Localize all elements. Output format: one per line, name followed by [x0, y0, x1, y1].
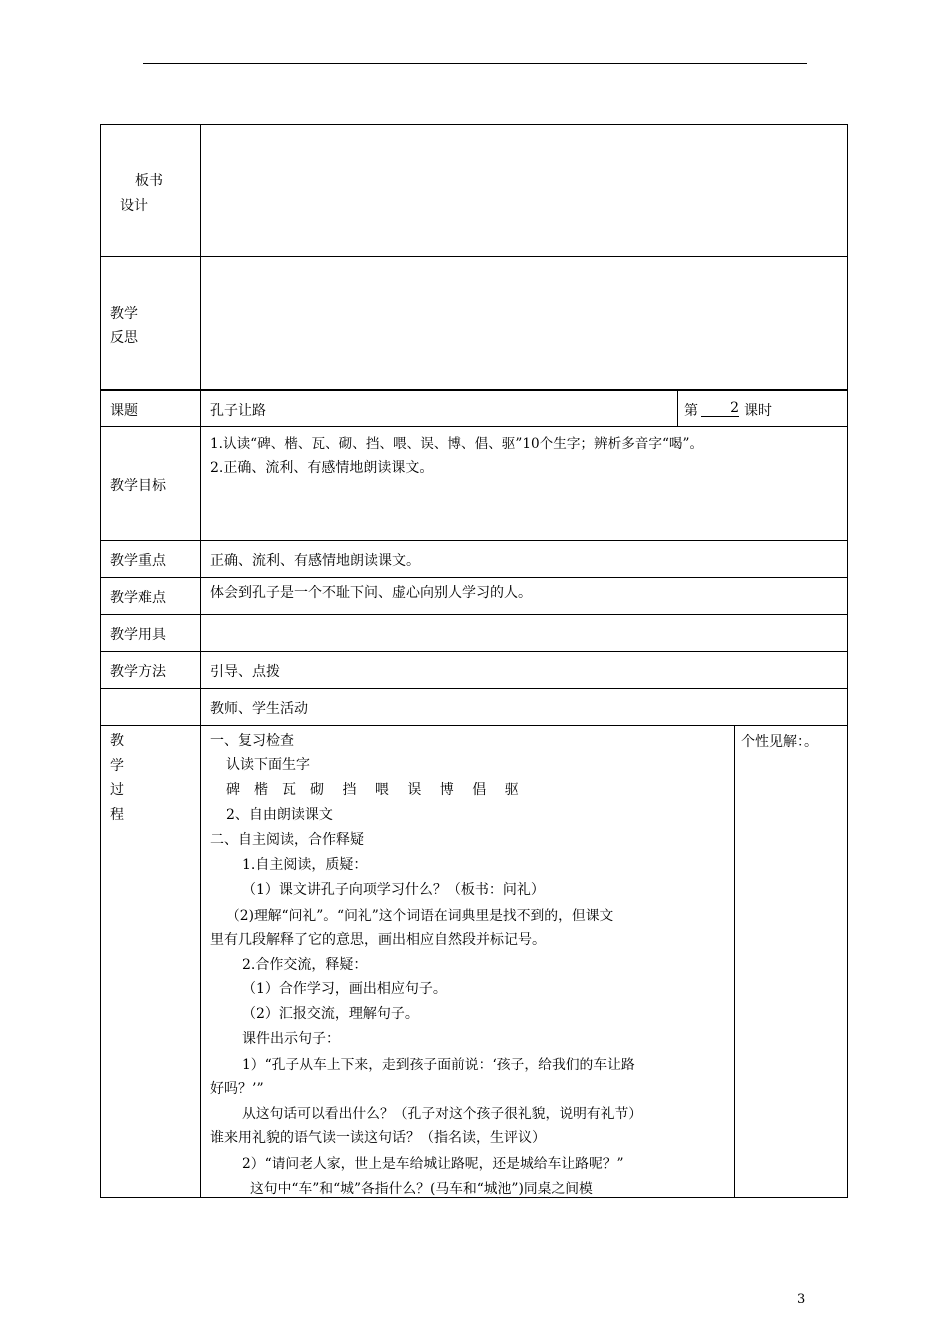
table-line [100, 389, 848, 391]
process-line: 里有几段解释了它的意思，画出相应自然段并标记号。 [210, 932, 546, 948]
reflection-label-1: 教学 [110, 306, 138, 322]
table-line [100, 725, 848, 726]
table-border-top [100, 124, 848, 125]
goals-label: 教学目标 [110, 478, 166, 494]
goal-2: 2.正确、流利、有感情地朗读课文。 [210, 460, 434, 476]
process-line: 二、自主阅读，合作释疑 [210, 832, 364, 848]
table-border-right [847, 124, 848, 1198]
board-design-label-1: 板书 [135, 173, 163, 189]
process-line: 1）“孔子从车上下来，走到孩子面前说：‘孩子，给我们的车让路 [242, 1057, 635, 1073]
board-design-label-2: 设计 [120, 198, 148, 214]
process-line: 好吗？’” [210, 1081, 264, 1097]
table-line [100, 577, 848, 578]
process-line: 2、自由朗读课文 [226, 807, 333, 823]
process-line: （1）课文讲孔子向项学习什么？（板书：问礼） [242, 882, 545, 898]
process-line: 课件出示句子： [242, 1031, 340, 1047]
table-line [100, 688, 848, 689]
tools-label: 教学用具 [110, 627, 166, 643]
process-label-2: 学 [110, 758, 124, 774]
process-line: 从这句话可以看出什么？（孔子对这个孩子很礼貌，说明有礼节） [242, 1106, 643, 1122]
table-line [100, 614, 848, 615]
process-line: 一、复习检查 [210, 733, 294, 749]
table-border-bottom [100, 1197, 848, 1198]
topic-value: 孔子让路 [210, 403, 266, 419]
difficulty-value: 体会到孔子是一个不耻下问、虚心向别人学习的人。 [210, 585, 532, 601]
process-line: （1）合作学习，画出相应句子。 [242, 981, 447, 997]
process-line: 2.合作交流，释疑： [242, 957, 368, 973]
table-line [100, 426, 848, 427]
goal-1: 1.认读“碑、楷、瓦、砌、挡、喂、误、博、倡、驱”10个生字；辨析多音字“喝”。 [210, 436, 704, 452]
process-line: 认读下面生字 [226, 757, 310, 773]
lesson-suffix: 课时 [744, 403, 772, 419]
process-label-1: 教 [110, 733, 124, 749]
process-label-4: 程 [110, 807, 124, 823]
activities-header: 教师、学生活动 [210, 701, 308, 717]
lesson-prefix: 第 [684, 403, 698, 419]
method-value: 引导、点拨 [210, 664, 280, 680]
personal-view-divider [734, 725, 735, 1198]
key-points-value: 正确、流利、有感情地朗读课文。 [210, 553, 420, 569]
page-number: 3 [797, 1292, 806, 1307]
table-line [100, 540, 848, 541]
process-label-3: 过 [110, 782, 124, 798]
header-rule [143, 63, 807, 64]
process-line: 碑 楷 瓦 砌 挡 喂 误 博 倡 驱 [226, 782, 519, 798]
table-line [100, 651, 848, 652]
key-points-label: 教学重点 [110, 553, 166, 569]
method-label: 教学方法 [110, 664, 166, 680]
table-border-left [100, 124, 101, 1198]
process-line: 谁来用礼貌的语气读一读这句话？（指名读，生评议） [210, 1130, 546, 1146]
table-column-divider [200, 124, 201, 1198]
topic-label: 课题 [110, 403, 138, 419]
lesson-number-divider [677, 389, 678, 427]
process-line: （2)理解“问礼”。“问礼”这个词语在词典里是找不到的，但课文 [226, 908, 614, 924]
personal-view-label: 个性见解：。 [741, 734, 818, 750]
table-line [100, 256, 848, 257]
process-line: 这句中“车”和“城”各指什么？(马车和“城池”)同桌之间模 [250, 1181, 593, 1197]
process-line: 2）“请问老人家，世上是车给城让路呢，还是城给车让路呢？” [242, 1156, 624, 1172]
process-line: （2）汇报交流，理解句子。 [242, 1006, 419, 1022]
reflection-label-2: 反思 [110, 330, 138, 346]
lesson-number: 2 [701, 400, 739, 417]
difficulty-label: 教学难点 [110, 590, 166, 606]
process-line: 1.自主阅读，质疑： [242, 857, 368, 873]
